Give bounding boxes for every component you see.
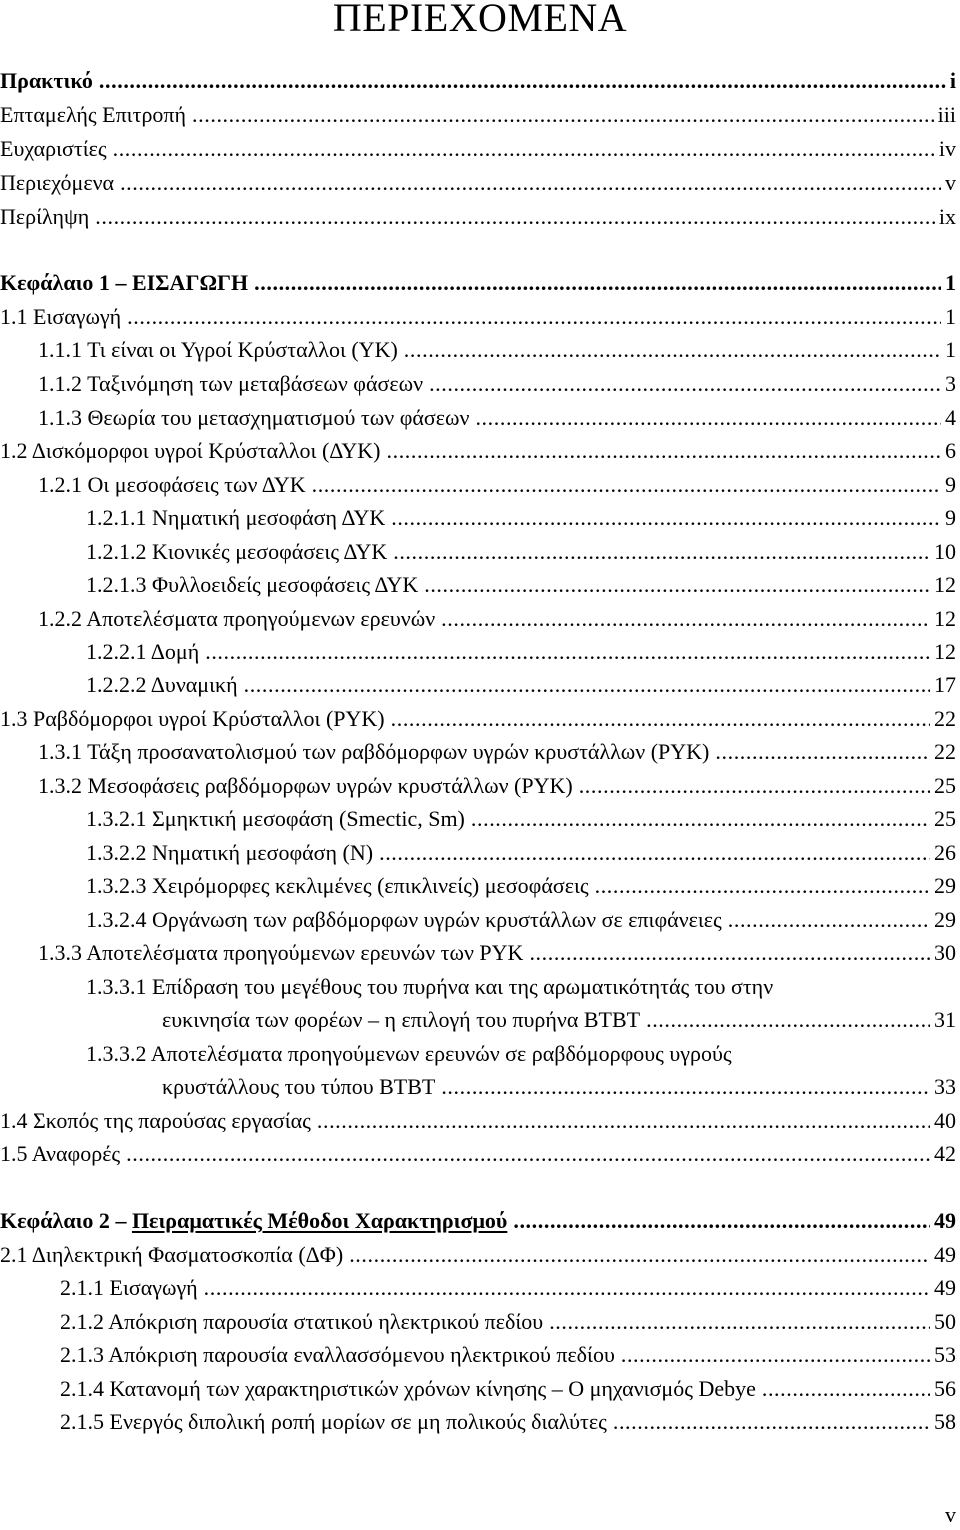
toc-entry-1-3-1[interactable] bbox=[38, 737, 956, 767]
toc-leader bbox=[349, 1240, 930, 1270]
toc-entry-1-3-3-2-line2[interactable] bbox=[162, 1072, 956, 1102]
toc-entry-title-cont: ευκινησία των φορέων – η επιλογή του πυρήνα BTBT bbox=[162, 1007, 641, 1032]
toc-entry-page: 22 bbox=[934, 706, 956, 731]
toc-entry-title: 1.5 Αναφορές bbox=[0, 1141, 121, 1166]
toc-entry-2-1-5[interactable] bbox=[60, 1407, 956, 1437]
toc-leader bbox=[762, 1374, 930, 1404]
toc-leader bbox=[441, 1072, 930, 1102]
chapter-number: Κεφάλαιο 1 bbox=[0, 270, 110, 295]
toc-entry-title: 1.3.2 Μεσοφάσεις ραβδόμορφων υγρών κρυστάλλων (ΡΥΚ) bbox=[38, 773, 573, 798]
toc-entry-title-cont: κρυστάλλους του τύπου BTBT bbox=[162, 1074, 436, 1099]
toc-entry-1-1-3[interactable] bbox=[38, 403, 956, 433]
toc-entry-title: Περίληψη bbox=[0, 204, 90, 229]
toc-entry-1-4[interactable] bbox=[0, 1106, 956, 1136]
toc-leader bbox=[244, 670, 930, 700]
toc-entry-1-3-2-4[interactable] bbox=[86, 905, 956, 935]
toc-entry-2-1-4[interactable] bbox=[60, 1374, 956, 1404]
toc-entry-title: 1.4 Σκοπός της παρούσας εργασίας bbox=[0, 1108, 311, 1133]
toc-entry-title: 2.1.1 Εισαγωγή bbox=[60, 1275, 198, 1300]
toc-leader bbox=[379, 838, 930, 868]
toc-entry-title: 1.3 Ραβδόμορφοι υγροί Κρύσταλλοι (ΡΥΚ) bbox=[0, 706, 385, 731]
toc-entry-1-1-1[interactable] bbox=[38, 335, 956, 365]
toc-entry-page: 49 bbox=[934, 1208, 956, 1233]
toc-entry-1-2-2[interactable] bbox=[38, 604, 956, 634]
toc-leader bbox=[646, 1005, 930, 1035]
toc-leader bbox=[126, 1139, 930, 1169]
toc-entry-page: i bbox=[949, 68, 956, 93]
page-number: v bbox=[945, 1502, 956, 1527]
toc-leader bbox=[579, 771, 930, 801]
toc-entry-1-3-2-1[interactable] bbox=[86, 804, 956, 834]
toc-entry-page: 58 bbox=[934, 1409, 956, 1434]
toc-entry-title: 1.3.3.2 Αποτελέσματα προηγούμενων ερευνών σε ραβδόμορφους υγρούς bbox=[86, 1041, 732, 1066]
toc-entry-title: 1.3.1 Τάξη προσανατολισμού των ραβδόμορφων υγρών κρυστάλλων (ΡΥΚ) bbox=[38, 739, 710, 764]
toc-entry-1-1[interactable] bbox=[0, 302, 956, 332]
toc-entry-title: 1.3.3.1 Επίδραση του μεγέθους του πυρήνα και της αρωματικότητάς του στην bbox=[86, 974, 774, 999]
toc-entry-page: 25 bbox=[934, 773, 956, 798]
toc-entry-title: 2.1.4 Κατανομή των χαρακτηριστικών χρόνων κίνησης – Ο μηχανισμός Debye bbox=[60, 1376, 756, 1401]
toc-entry-page: 9 bbox=[945, 472, 956, 497]
toc-leader bbox=[529, 938, 930, 968]
toc-entry-page: 12 bbox=[934, 572, 956, 597]
toc-entry-1-2-1[interactable] bbox=[38, 470, 956, 500]
toc-leader bbox=[475, 403, 941, 433]
toc-entry-title: Πρακτικό bbox=[0, 68, 93, 93]
toc-entry-1-3-2-2[interactable] bbox=[86, 838, 956, 868]
toc-leader bbox=[312, 470, 941, 500]
toc-entry-1-3-3-1-line2[interactable] bbox=[162, 1005, 956, 1035]
toc-leader bbox=[205, 637, 930, 667]
toc-leader bbox=[95, 202, 935, 232]
toc-entry-2-1-1[interactable] bbox=[60, 1273, 956, 1303]
toc-entry-epitropi[interactable] bbox=[0, 100, 956, 130]
toc-leader bbox=[99, 66, 946, 96]
toc-entry-page: 40 bbox=[934, 1108, 956, 1133]
toc-entry-page: 1 bbox=[945, 337, 956, 362]
toc-entry-1-3-2[interactable] bbox=[38, 771, 956, 801]
toc-leader bbox=[391, 503, 941, 533]
toc-entry-praktiko[interactable] bbox=[0, 66, 956, 96]
toc-leader bbox=[595, 871, 930, 901]
toc-entry-page: v bbox=[945, 170, 956, 195]
toc-entry-page: 12 bbox=[934, 639, 956, 664]
page-title: ΠΕΡΙΕΧΟΜΕΝΑ bbox=[332, 0, 628, 40]
toc-entry-page: 17 bbox=[934, 672, 956, 697]
toc-entry-title: 2.1.5 Ενεργός διπολική ροπή μορίων σε μη πολικούς διαλύτες bbox=[60, 1409, 607, 1434]
toc-entry-title: 1.3.2.1 Σμηκτική μεσοφάση (Smectic, Sm) bbox=[86, 806, 465, 831]
toc-entry-page: 4 bbox=[945, 405, 956, 430]
toc-entry-1-3-3-1-line1[interactable] bbox=[86, 972, 956, 1002]
toc-entry-periexomena[interactable] bbox=[0, 168, 956, 198]
toc-entry-page: 33 bbox=[934, 1074, 956, 1099]
toc-entry-title: 1.3.2.2 Νηματική μεσοφάση (Ν) bbox=[86, 840, 374, 865]
toc-entry-title: 1.2.2.1 Δομή bbox=[86, 639, 200, 664]
toc-entry-page: ix bbox=[938, 204, 956, 229]
toc-leader bbox=[424, 570, 930, 600]
toc-leader bbox=[513, 1206, 930, 1236]
toc-entry-page: 53 bbox=[934, 1342, 956, 1367]
toc-entry-page: 56 bbox=[934, 1376, 956, 1401]
toc-entry-1-2-2-2[interactable] bbox=[86, 670, 956, 700]
toc-entry-title: 1.3.2.4 Οργάνωση των ραβδόμορφων υγρών κρυστάλλων σε επιφάνειες bbox=[86, 907, 722, 932]
toc-entry-1-2[interactable] bbox=[0, 436, 956, 466]
toc-leader bbox=[621, 1340, 930, 1370]
toc-leader bbox=[441, 604, 930, 634]
toc-entry-title: Ευχαριστίες bbox=[0, 136, 107, 161]
toc-leader bbox=[113, 134, 935, 164]
toc-entry-title: Περιεχόμενα bbox=[0, 170, 115, 195]
toc-entry-page: 50 bbox=[934, 1309, 956, 1334]
toc-entry-title: 1.3.2.3 Χειρόμορφες κεκλιμένες (επικλινείς) μεσοφάσεις bbox=[86, 873, 589, 898]
toc-entry-page: 1 bbox=[945, 304, 956, 329]
toc-entry-title: Επταμελής Επιτροπή bbox=[0, 102, 187, 127]
toc-leader bbox=[715, 737, 930, 767]
toc-entry-page: 42 bbox=[934, 1141, 956, 1166]
toc-leader bbox=[391, 704, 930, 734]
toc-entry-title: 2.1.2 Απόκριση παρουσία στατικού ηλεκτρικού πεδίου bbox=[60, 1309, 544, 1334]
toc-entry-1-3-3[interactable] bbox=[38, 938, 956, 968]
toc-entry-page: 12 bbox=[934, 606, 956, 631]
toc-entry-title: 1.2.1 Οι μεσοφάσεις των ΔΥΚ bbox=[38, 472, 306, 497]
toc-leader bbox=[471, 804, 930, 834]
toc-leader bbox=[429, 369, 941, 399]
toc-entry-1-5[interactable] bbox=[0, 1139, 956, 1169]
toc-entry-1-2-1-1[interactable] bbox=[86, 503, 956, 533]
toc-entry-1-2-1-3[interactable] bbox=[86, 570, 956, 600]
toc-entry-title: 1.1.2 Ταξινόμηση των μεταβάσεων φάσεων bbox=[38, 371, 424, 396]
toc-leader bbox=[120, 168, 941, 198]
toc-entry-page: 3 bbox=[945, 371, 956, 396]
toc-entry-page: 25 bbox=[934, 806, 956, 831]
toc-entry-page: 49 bbox=[934, 1242, 956, 1267]
toc-entry-title: 1.3.3 Αποτελέσματα προηγούμενων ερευνών των ΡΥΚ bbox=[38, 940, 524, 965]
chapter-title: Πειραματικές Μέθοδοι Χαρακτηρισμού bbox=[131, 1208, 508, 1233]
toc-entry-2-1-2[interactable] bbox=[60, 1307, 956, 1337]
toc-entry-title: Κεφάλαιο 2 – Πειραματικές Μέθοδοι Χαρακτηρισμού bbox=[0, 1208, 508, 1233]
toc-entry-page: 10 bbox=[934, 539, 956, 564]
toc-entry-page: 29 bbox=[934, 907, 956, 932]
toc-entry-1-2-2-1[interactable] bbox=[86, 637, 956, 667]
toc-entry-page: 22 bbox=[934, 739, 956, 764]
toc-entry-1-3-2-3[interactable] bbox=[86, 871, 956, 901]
toc-entry-title: 2.1.3 Απόκριση παρουσία εναλλασσόμενου ηλεκτρικού πεδίου bbox=[60, 1342, 615, 1367]
toc-leader bbox=[404, 335, 941, 365]
toc-entry-chapter-2[interactable] bbox=[0, 1206, 956, 1236]
toc-entry-title: 1.1.1 Τι είναι οι Υγροί Κρύσταλλοι (ΥΚ) bbox=[38, 337, 398, 362]
toc-entry-chapter-1[interactable] bbox=[0, 268, 956, 298]
chapter-title: ΕΙΣΑΓΩΓΗ bbox=[131, 270, 249, 295]
toc-leader bbox=[204, 1273, 930, 1303]
toc-entry-page: iii bbox=[937, 102, 956, 127]
toc-entry-title: 1.2.2 Αποτελέσματα προηγούμενων ερευνών bbox=[38, 606, 436, 631]
toc-leader bbox=[317, 1106, 930, 1136]
toc-entry-title: 1.1.3 Θεωρία του μετασχηματισμού των φάσεων bbox=[38, 405, 470, 430]
toc-leader bbox=[549, 1307, 930, 1337]
toc-entry-title: Κεφάλαιο 1 – ΕΙΣΑΓΩΓΗ bbox=[0, 270, 249, 295]
toc-leader bbox=[613, 1407, 930, 1437]
toc-entry-page: 26 bbox=[934, 840, 956, 865]
toc-entry-title: 1.2.1.3 Φυλλοειδείς μεσοφάσεις ΔΥΚ bbox=[86, 572, 419, 597]
toc-entry-page: 9 bbox=[945, 505, 956, 530]
toc-entry-page: 29 bbox=[934, 873, 956, 898]
toc-entry-1-2-1-2[interactable] bbox=[86, 537, 956, 567]
toc-entry-1-3-3-2-line1[interactable] bbox=[86, 1039, 956, 1069]
toc-entry-title: 1.2.1.2 Κιονικές μεσοφάσεις ΔΥΚ bbox=[86, 539, 388, 564]
toc-entry-2-1-3[interactable] bbox=[60, 1340, 956, 1370]
toc-entry-title: 1.2.2.2 Δυναμική bbox=[86, 672, 238, 697]
chapter-number: Κεφάλαιο 2 bbox=[0, 1208, 110, 1233]
toc-entry-euxaristies[interactable] bbox=[0, 134, 956, 164]
toc-entry-1-3[interactable] bbox=[0, 704, 956, 734]
toc-entry-page: 1 bbox=[945, 270, 956, 295]
toc-entry-page: iv bbox=[938, 136, 956, 161]
toc-entry-perilipsi[interactable] bbox=[0, 202, 956, 232]
toc-entry-title: 1.1 Εισαγωγή bbox=[0, 304, 122, 329]
toc-leader bbox=[254, 268, 941, 298]
toc-entry-title: 2.1 Διηλεκτρική Φασματοσκοπία (ΔΦ) bbox=[0, 1242, 344, 1267]
toc-entry-page: 49 bbox=[934, 1275, 956, 1300]
toc-entry-1-1-2[interactable] bbox=[38, 369, 956, 399]
toc-entry-page: 30 bbox=[934, 940, 956, 965]
toc-leader bbox=[192, 100, 934, 130]
toc-entry-page: 31 bbox=[934, 1007, 956, 1032]
toc-entry-title: 1.2 Δισκόμορφοι υγροί Κρύσταλλοι (ΔΥΚ) bbox=[0, 438, 381, 463]
toc-leader bbox=[393, 537, 930, 567]
toc-entry-title: 1.2.1.1 Νηματική μεσοφάση ΔΥΚ bbox=[86, 505, 386, 530]
toc-leader bbox=[728, 905, 930, 935]
toc-entry-2-1[interactable] bbox=[0, 1240, 956, 1270]
toc-leader bbox=[387, 436, 942, 466]
toc-leader bbox=[127, 302, 941, 332]
toc-entry-page: 6 bbox=[945, 438, 956, 463]
